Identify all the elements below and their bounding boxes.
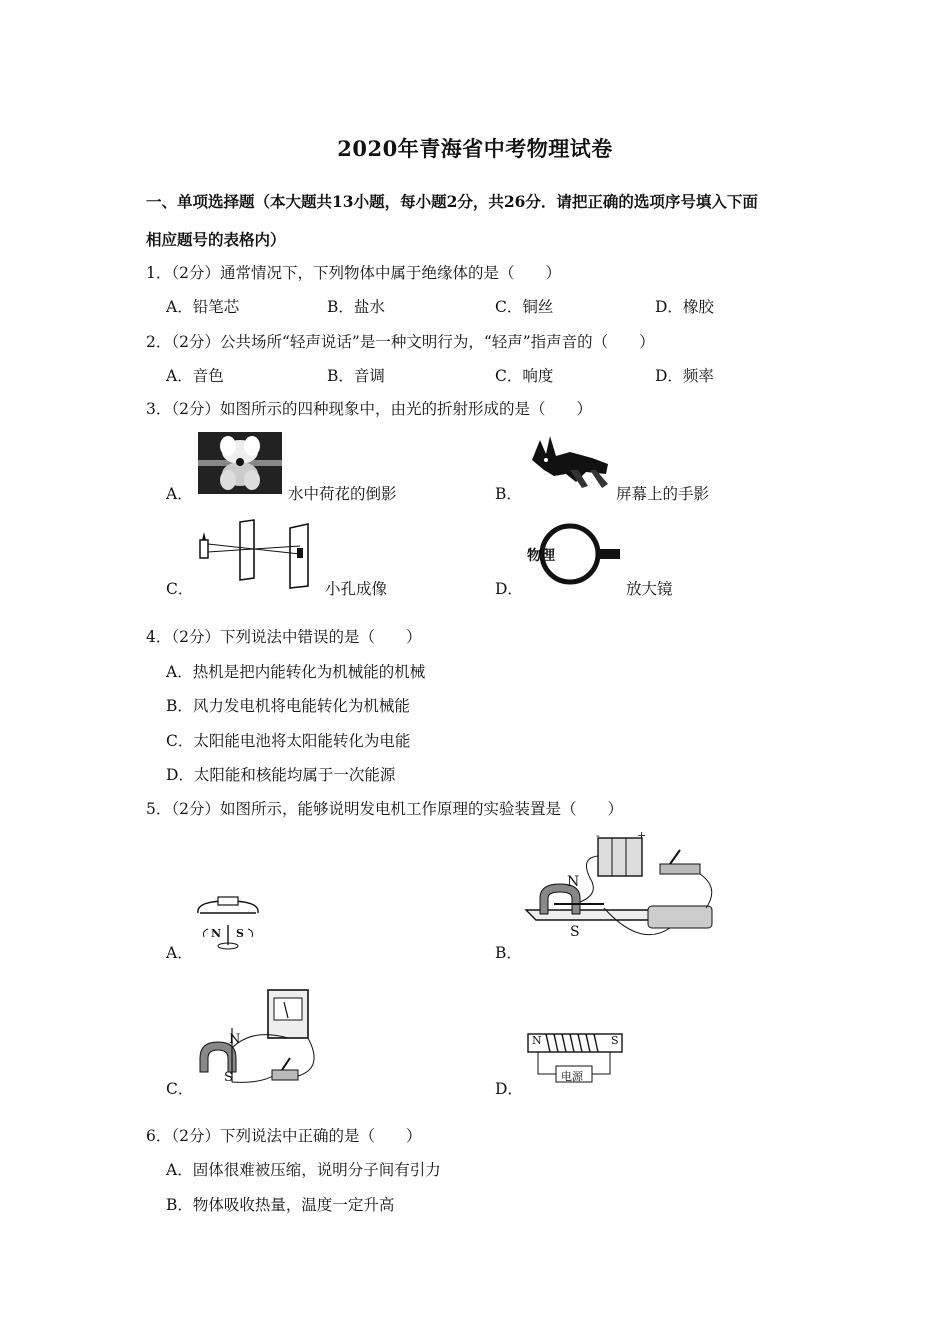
power-source-label: 电源 — [561, 1070, 583, 1083]
question-3-option-c-caption: 小孔成像 — [325, 580, 388, 598]
question-2-option-c: C．响度 — [495, 367, 554, 385]
magnet-n-label-b: N — [567, 874, 580, 890]
question-3-option-b-letter: B． — [495, 485, 522, 503]
question-1-option-d: D．橡胶 — [655, 298, 714, 316]
question-6-option-a: A．固体很难被压缩，说明分子间有引力 — [166, 1161, 441, 1179]
question-5-option-d-letter: D． — [495, 1080, 523, 1098]
question-2-stem: 2．（2分）公共场所“轻声说话”是一种文明行为，“轻声”指声音的（ ） — [146, 333, 655, 351]
question-4-option-d: D．太阳能和核能均属于一次能源 — [166, 766, 396, 784]
magnifier-text: 物理 — [527, 548, 555, 564]
question-5-option-c-letter: C． — [166, 1080, 194, 1098]
question-5-stem: 5．（2分）如图所示，能够说明发电机工作原理的实验装置是（ ） — [146, 800, 623, 818]
question-1-option-a: A．铅笔芯 — [166, 298, 240, 316]
question-1-option-c: C．铜丝 — [495, 298, 554, 316]
question-2-option-a: A．音色 — [166, 367, 224, 385]
question-4-option-b: B．风力发电机将电能转化为机械能 — [166, 697, 410, 715]
hand-shadow-figure — [526, 430, 612, 494]
question-3-option-a-caption: 水中荷花的倒影 — [288, 485, 397, 503]
question-6-stem: 6．（2分）下列说法中正确的是（ ） — [146, 1127, 422, 1145]
question-6-option-b: B．物体吸收热量，温度一定升高 — [166, 1196, 395, 1214]
question-3-option-d-caption: 放大镜 — [626, 580, 673, 598]
question-4-option-a: A．热机是把内能转化为机械能的机械 — [166, 663, 426, 681]
question-2-option-d: D．频率 — [655, 367, 714, 385]
question-3-option-b-caption: 屏幕上的手影 — [616, 485, 710, 503]
question-3-option-c-letter: C． — [166, 580, 194, 598]
question-4-stem: 4．（2分）下列说法中错误的是（ ） — [146, 628, 422, 646]
question-3-option-d-letter: D． — [495, 580, 523, 598]
electromagnet-n-label: N — [532, 1034, 542, 1047]
electromagnet-s-label: S — [611, 1034, 619, 1047]
magnet-s-label-b: S — [570, 924, 580, 940]
question-2-option-b: B．音调 — [327, 367, 385, 385]
question-4-option-c: C．太阳能电池将太阳能转化为电能 — [166, 732, 411, 750]
question-5-option-b-letter: B． — [495, 944, 522, 962]
paper-title: 2020年青海省中考物理试卷 — [337, 136, 613, 161]
pinhole-camera-figure — [196, 518, 321, 590]
section-heading-line2: 相应题号的表格内） — [146, 230, 286, 249]
question-1-stem: 1．（2分）通常情况下，下列物体中属于绝缘体的是（ ） — [146, 264, 561, 282]
oersted-experiment-figure — [192, 895, 264, 953]
lotus-reflection-figure — [198, 432, 282, 494]
section-heading-line1: 一、单项选择题（本大题共13小题，每小题2分，共26分．请把正确的选项序号填入下面 — [146, 192, 758, 211]
compass-s-label: S — [236, 927, 244, 940]
generator-experiment-figure — [192, 988, 322, 1092]
question-1-option-b: B．盐水 — [327, 298, 385, 316]
question-3-stem: 3．（2分）如图所示的四种现象中，由光的折射形成的是（ ） — [146, 400, 592, 418]
battery-minus-label: - — [596, 829, 600, 842]
question-3-option-a-letter: A． — [166, 485, 193, 503]
magnet-s-label-c: S — [224, 1070, 233, 1085]
motor-experiment-figure — [520, 828, 726, 954]
magnet-n-label-c: N — [229, 1032, 241, 1047]
question-5-option-a-letter: A． — [166, 944, 193, 962]
compass-n-label: N — [211, 927, 222, 940]
battery-plus-label: + — [637, 829, 647, 842]
